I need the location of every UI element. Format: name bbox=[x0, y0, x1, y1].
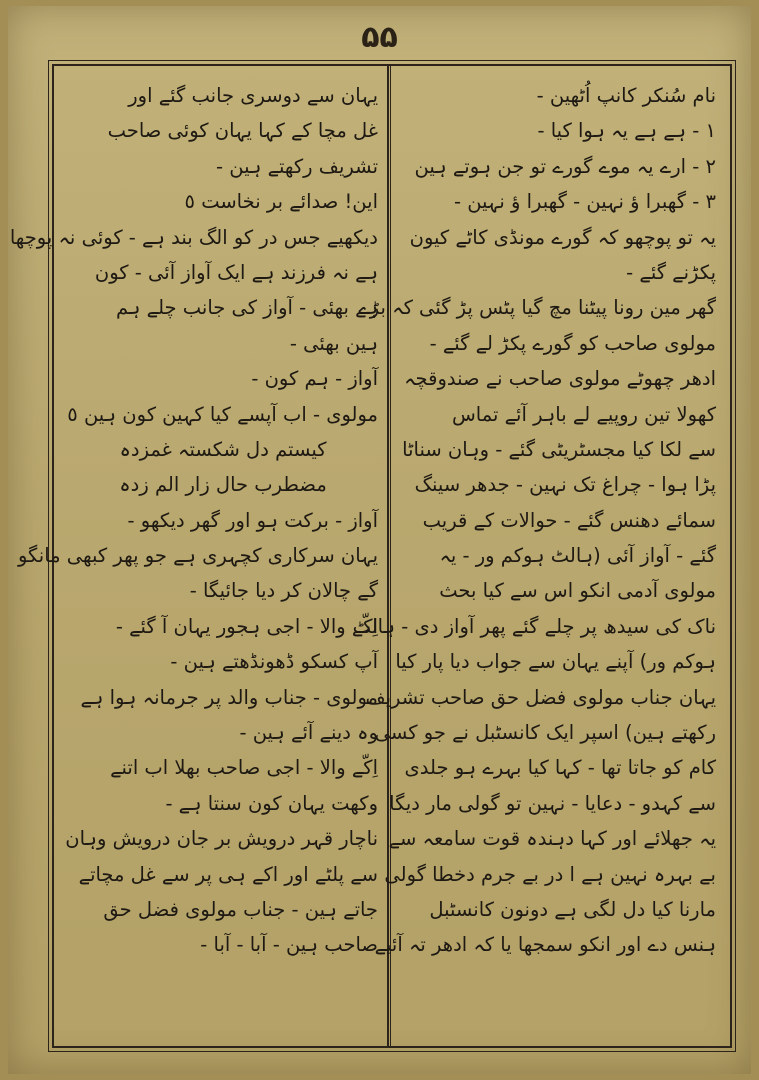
text-line: ناک کی سیدھ پر چلے گئے پھر آواز دی - ہالٹ bbox=[352, 614, 716, 638]
text-line: ہے نہ فرزند ہے ایک آواز آئی - کون bbox=[94, 260, 378, 284]
text-line: تشریف رکھتے ہین - bbox=[216, 154, 378, 178]
text-line: یہان جناب مولوی فضل حق صاحب تشریف bbox=[365, 685, 716, 709]
text-line: سمائے دھنس گئے - حوالات کے قریب bbox=[422, 508, 716, 532]
text-line: مولوی - جناب والد پر جرمانہ ہوا ہے bbox=[80, 685, 378, 709]
text-line: یہان سے دوسری جانب گئے اور bbox=[128, 84, 378, 107]
text-line: جاتے ہین - جناب مولوی فضل حق bbox=[103, 897, 378, 921]
text-line: ہے بھئی - آواز کی جانب چلے ہم bbox=[116, 296, 378, 320]
text-line: ۳ - گھبرا ؤ نہین - گھبرا ؤ نہین - bbox=[453, 190, 716, 214]
text-line: این! صدائے بر نخاست ٥ bbox=[184, 190, 378, 214]
text-line: گے چالان کر دیا جائیگا - bbox=[189, 579, 378, 603]
text-line: صاحب ہین - آبا - آبا - bbox=[200, 933, 378, 957]
text-line: ہنس دے اور انکو سمجھا یا کہ ادھر تہ آئیے bbox=[374, 933, 716, 957]
text-line: مولوی صاحب کو گورے پکڑ لے گئے - bbox=[429, 331, 716, 355]
text-line: ہین بھئی - bbox=[289, 331, 378, 355]
text-line: ہوکم ور) آپنے یہان سے جواب دیا پار کیا bbox=[395, 650, 716, 674]
verse-line: کیستم دل شکستہ غمزدہ bbox=[119, 437, 327, 461]
text-frame bbox=[9, 64, 732, 1048]
text-line: یہ تو پوچھو کہ گورے مونڈی کاٹے کیون bbox=[409, 225, 716, 249]
text-line: بے بہرہ نہین ہے ا در بے جرم دخطا گولی bbox=[384, 862, 716, 886]
text-line: کام کو جاتا تھا - کہا کیا بہرے ہو جلدی bbox=[404, 756, 716, 780]
text-line: یہان سرکاری کچہری ہے جو پھر کبھی مانگو bbox=[17, 544, 378, 568]
text-line: مولوی - اب آپسے کیا کہین کون ہین ٥ bbox=[67, 402, 378, 426]
right-column bbox=[352, 78, 716, 1036]
text-line: آپ کسکو ڈھونڈھتے ہین - bbox=[170, 650, 378, 674]
left-column bbox=[9, 78, 378, 1036]
page-number: ۵۵ bbox=[361, 20, 398, 55]
column-divider bbox=[387, 66, 391, 1046]
text-line: وکھت یہان کون سنتا ہے - bbox=[165, 791, 378, 815]
text-line: وہ دینے آئے ہین - bbox=[239, 721, 378, 745]
text-line: اِکّے والا - اجی ہجور یہان آ گئے - bbox=[115, 614, 378, 638]
text-line: مارنا کیا دل لگی ہے دونون کانسٹبل bbox=[429, 897, 716, 921]
text-line: دیکھیے جس در کو الگ بند ہے - کوئی نہ پوچھا bbox=[9, 225, 378, 249]
text-line: گھر مین رونا پیٹنا مچ گیا پٹس پڑ گئی کہ بڑے bbox=[358, 296, 716, 320]
text-line: اِکّے والا - اجی صاحب بھلا اب اتنے bbox=[110, 756, 378, 780]
text-line: رکھتے ہین) اسپر ایک کانسٹبل نے جو کسی bbox=[374, 721, 716, 745]
text-line: غل مچا کے کہا یہان کوئی صاحب bbox=[107, 119, 378, 143]
text-line: آواز - ہم کون - bbox=[251, 367, 378, 391]
text-line: یہ جھلائے اور کہا دہندہ قوت سامعہ سے bbox=[388, 827, 716, 851]
text-line: گئے - آواز آئی (ہالٹ ہوکم ور - یہ bbox=[439, 544, 716, 568]
text-line: ۲ - ارے یہ موے گورے تو جن ہوتے ہین bbox=[414, 154, 716, 178]
text-line: نام سُنکر کانپ اُٹھین - bbox=[536, 84, 716, 107]
text-line: سے لکا کیا مجسٹریٹی گئے - وہان سناٹا bbox=[402, 437, 716, 461]
text-line: پکڑنے گئے - bbox=[626, 260, 716, 284]
verse-line: مضطرب حال زار الم زدہ bbox=[119, 473, 327, 497]
text-line: سے کہدو - دعایا - نہین تو گولی مار دیگا bbox=[389, 791, 716, 815]
text-line: مولوی آدمی انکو اس سے کیا بحث bbox=[439, 579, 716, 603]
book-page bbox=[8, 6, 751, 1074]
text-line: ادھر چھوٹے مولوی صاحب نے صندوقچہ bbox=[404, 367, 716, 391]
text-line: ناچار قہر درویش بر جان درویش وہان bbox=[65, 827, 378, 851]
text-line: کھولا تین روپیے لے باہر آئے تماس bbox=[451, 402, 716, 426]
text-line: ۱ - ہے ہے یہ ہوا کیا - bbox=[537, 119, 716, 143]
text-line: پڑا ہوا - چراغ تک نہین - جدھر سینگ bbox=[414, 473, 716, 497]
text-line: آواز - برکت ہو اور گھر دیکھو - bbox=[127, 508, 378, 532]
text-line: سے پلٹے اور اکے ہی پر سے غل مچاتے bbox=[78, 862, 378, 886]
